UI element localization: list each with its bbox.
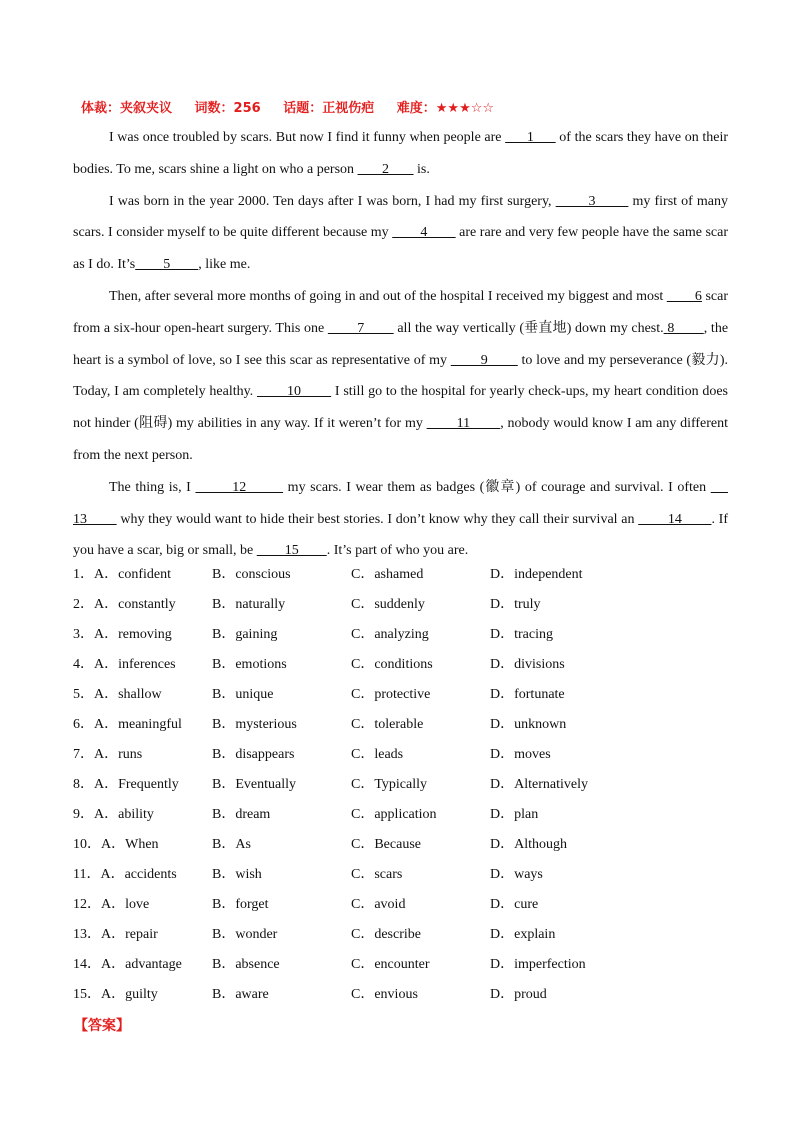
option-a-text: A．advantage (101, 957, 182, 972)
option-a-text: A．shallow (94, 687, 162, 702)
option-c: C．Because (351, 837, 421, 852)
question-number: 12． (73, 897, 101, 912)
option-row (73, 893, 728, 923)
option-row (73, 623, 728, 653)
option-a (73, 623, 172, 647)
question-number: 5． (73, 687, 94, 702)
option-b: B．emotions (212, 657, 287, 672)
option-b: B．wish (212, 867, 262, 882)
option-d: D．plan (490, 807, 539, 822)
option-row (73, 713, 728, 743)
genre-label: 体裁：夹叙夹议 (81, 101, 173, 116)
option-a-text: A．confident (94, 567, 171, 582)
option-b: B．mysterious (212, 717, 297, 732)
paragraph-4: The thing is, I 12 my scars. I wear them as badges (徽章) of courage and survival. I often 13 why they would want to hide their best stories. I don’t know why they call their survival an 14 . If you have a scar, big or small, be 15 . It’s part of who you are. (73, 479, 728, 559)
question-number: 14． (73, 957, 101, 972)
option-a (73, 833, 159, 857)
option-a (73, 653, 176, 677)
option-row (73, 593, 728, 623)
option-c: C．avoid (351, 897, 406, 912)
option-d: D．divisions (490, 657, 565, 672)
blank-6: 6 (666, 288, 702, 304)
topic-label: 话题：正视伤疤 (283, 101, 375, 116)
option-b: B．As (212, 837, 251, 852)
question-number: 9． (73, 807, 94, 822)
blank-11: 11 (426, 416, 501, 432)
option-a-text: A．love (101, 897, 150, 912)
option-d: D．tracing (490, 627, 553, 642)
option-b: B．disappears (212, 747, 295, 762)
blank-8: 8 (667, 320, 704, 336)
blank-4: 4 (392, 225, 456, 241)
option-a-text: A．runs (94, 747, 143, 762)
option-row (73, 983, 728, 1013)
option-c: C．suddenly (351, 597, 425, 612)
question-number: 4． (73, 657, 94, 672)
option-row (73, 743, 728, 773)
paragraph-3: Then, after several more months of going in and out of the hospital I received my biggest and most 6 scar from a six-hour open-heart surgery. This one 7 all the way vertically (垂直地) down my chest. 8 , the heart is a symbol of love, so I see this scar as representative of my 9 to love and my perseverance (毅力). Today, I am completely healthy. 10 I still go to the hospital for yearly check-ups, my heart condition does not hinder (阻碍) my abilities in any way. If it weren’t for my 11 , nobody would know I am any different from the next person. (73, 288, 729, 463)
question-number: 15． (73, 987, 101, 1002)
option-c: C．scars (351, 867, 403, 882)
difficulty-rating: 难度：★★★☆☆ (396, 101, 495, 116)
option-a-text: A．inferences (94, 657, 176, 672)
option-d: D．moves (490, 747, 551, 762)
option-a-text: A．Frequently (94, 777, 179, 792)
option-a-text: A．repair (101, 927, 158, 942)
option-a-text: A．constantly (94, 597, 176, 612)
question-number: 1． (73, 567, 94, 582)
option-d: D．proud (490, 987, 547, 1002)
option-c: C．Typically (351, 777, 428, 792)
option-d: D．truly (490, 597, 541, 612)
option-row (73, 563, 728, 593)
option-a (73, 983, 158, 1007)
option-a-text: A．meaningful (94, 717, 182, 732)
option-d: D．ways (490, 867, 543, 882)
option-d: D．Although (490, 837, 567, 852)
option-a (73, 923, 158, 947)
paragraph-1: I was once troubled by scars. But now I find it funny when people are 1 of the scars they have on their bodies. To me, scars shine a light on who a person 2 is. (73, 130, 728, 177)
option-a (73, 593, 176, 617)
blank-12: 12 (195, 479, 284, 495)
blank-5: 5 (135, 257, 199, 273)
option-a-text: A．When (101, 837, 159, 852)
option-d: D．Alternatively (490, 777, 588, 792)
option-c: C．tolerable (351, 717, 424, 732)
option-c: C．ashamed (351, 567, 424, 582)
cloze-passage (73, 122, 728, 567)
option-d: D．imperfection (490, 957, 586, 972)
option-a-text: A．accidents (100, 867, 177, 882)
question-number: 6． (73, 717, 94, 732)
option-a-text: A．removing (94, 627, 172, 642)
option-row (73, 773, 728, 803)
option-d: D．fortunate (490, 687, 565, 702)
answer-heading: 【答案】 (74, 1018, 130, 1034)
option-c: C．describe (351, 927, 421, 942)
option-a (73, 953, 182, 977)
option-a (73, 683, 162, 707)
blank-7: 7 (327, 320, 394, 336)
question-number: 2． (73, 597, 94, 612)
option-b: B．absence (212, 957, 280, 972)
blank-1: 1 (505, 130, 556, 145)
option-c: C．envious (351, 987, 418, 1002)
option-c: C．analyzing (351, 627, 429, 642)
option-c: C．application (351, 807, 437, 822)
option-a (73, 863, 177, 887)
option-b: B．aware (212, 987, 269, 1002)
option-a (73, 893, 149, 917)
option-a (73, 743, 142, 767)
option-b: B．forget (212, 897, 269, 912)
answer-options-list (73, 563, 728, 1013)
option-a-text: A．ability (94, 807, 154, 822)
blank-9: 9 (450, 352, 518, 368)
question-number: 10． (73, 837, 101, 852)
question-number: 11． (73, 867, 101, 882)
option-row (73, 683, 728, 713)
option-b: B．wonder (212, 927, 278, 942)
blank-3: 3 (555, 193, 629, 209)
blank-15: 15 (256, 543, 327, 559)
option-c: C．protective (351, 687, 431, 702)
question-number: 3． (73, 627, 94, 642)
blank-2: 2 (357, 161, 414, 177)
question-number: 13． (73, 927, 101, 942)
option-b: B．gaining (212, 627, 278, 642)
option-b: B．Eventually (212, 777, 296, 792)
option-d: D．independent (490, 567, 583, 582)
word-count-label: 词数：256 (194, 101, 261, 116)
option-a (73, 713, 182, 737)
option-b: B．conscious (212, 567, 291, 582)
option-d: D．cure (490, 897, 539, 912)
option-a (73, 563, 171, 587)
option-row (73, 803, 728, 833)
option-a (73, 773, 179, 797)
option-c: C．conditions (351, 657, 433, 672)
paragraph-2: I was born in the year 2000. Ten days after I was born, I had my first surgery, 3 my first of many scars. I consider myself to be quite different because my 4 are rare and very few people have the same scar as I do. It’s 5 , like me. (73, 193, 729, 273)
option-d: D．unknown (490, 717, 567, 732)
question-number: 8． (73, 777, 94, 792)
blank-13: 13 (73, 511, 117, 527)
blank-10: 10 (256, 384, 332, 400)
option-a (73, 803, 154, 827)
option-c: C．leads (351, 747, 404, 762)
option-row (73, 953, 728, 983)
option-row (73, 833, 728, 863)
option-c: C．encounter (351, 957, 430, 972)
option-row (73, 863, 728, 893)
question-number: 7． (73, 747, 94, 762)
option-b: B．naturally (212, 597, 286, 612)
option-b: B．unique (212, 687, 274, 702)
option-d: D．explain (490, 927, 556, 942)
passage-info-header (81, 97, 512, 116)
blank-14: 14 (638, 511, 712, 527)
option-b: B．dream (212, 807, 271, 822)
option-row (73, 923, 728, 953)
option-a-text: A．guilty (101, 987, 158, 1002)
option-row (73, 653, 728, 683)
